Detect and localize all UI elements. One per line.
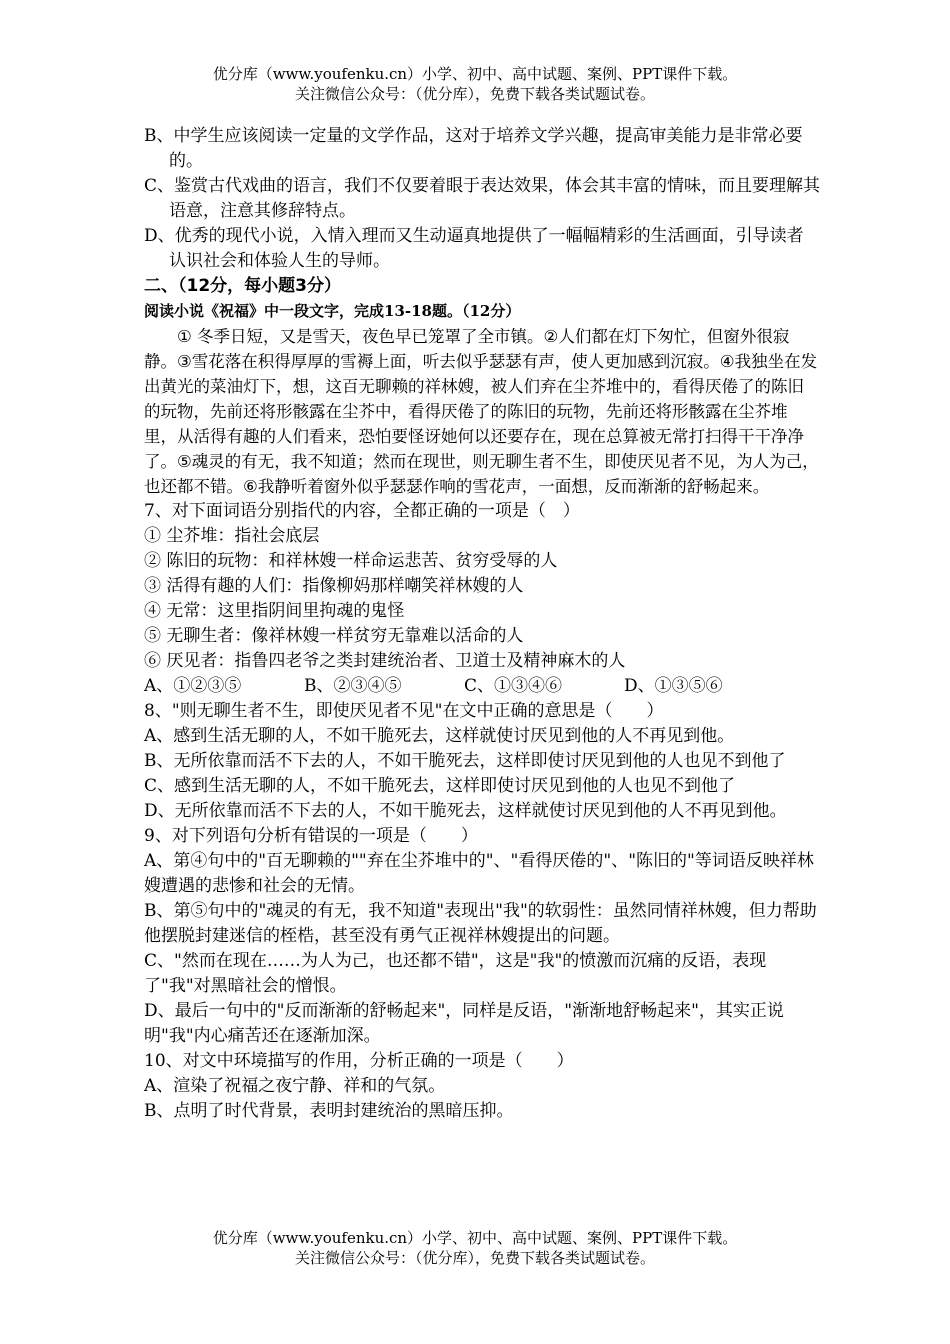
document-body bbox=[144, 124, 820, 1124]
q10-option-b: B、点明了时代背景，表明封建统治的黑暗压抑。 bbox=[144, 1101, 514, 1121]
reading-instruction: 阅读小说《祝福》中一段文字，完成13-18题。（12分） bbox=[144, 302, 521, 320]
question-10-stem: 10、对文中环境描写的作用，分析正确的一项是（ ） bbox=[144, 1051, 574, 1071]
q7-item: ⑤ 无聊生者：像祥林嫂一样贫穷无靠难以活命的人 bbox=[144, 626, 524, 646]
q7-choice-a: A、①②③⑤ bbox=[144, 676, 242, 696]
prev-option-d: D、优秀的现代小说，入情入理而又生动逼真地提供了一幅幅精彩的生活画面，引导读者认识社会和体验人生的导师。 bbox=[144, 226, 804, 271]
q7-choices bbox=[144, 674, 820, 699]
q7-item: ① 尘芥堆：指社会底层 bbox=[144, 526, 320, 546]
question-7-stem: 7、对下面词语分别指代的内容，全都正确的一项是（ ） bbox=[144, 501, 580, 521]
q8-option-d: D、无所依靠而活不下去的人，不如干脆死去，这样就使讨厌见到他的人不再见到他。 bbox=[144, 801, 787, 821]
header-line-2: 关注微信公众号：（优分库），免费下载各类试题试卷。 bbox=[294, 85, 655, 103]
q7-item: ④ 无常：这里指阴间里拘魂的鬼怪 bbox=[144, 601, 405, 621]
q9-option-c: C、"然而在现在……为人为己，也还都不错"，这是"我"的愤激而沉痛的反语，表现了"我"对黑暗社会的憎恨。 bbox=[144, 951, 767, 996]
prev-option-b: B、中学生应该阅读一定量的文学作品，这对于培养文学兴趣，提高审美能力是非常必要的。 bbox=[144, 126, 803, 171]
reading-passage: ① 冬季日短，又是雪天，夜色早已笼罩了全市镇。②人们都在灯下匆忙，但窗外很寂静。③雪花落在积得厚厚的雪褥上面，听去似乎瑟瑟有声，使人更加感到沉寂。④我独坐在发出黄光的菜油灯下，想，这百无聊赖的祥林嫂，被人们弃在尘芥堆中的，看得厌倦了的陈旧的玩物，先前还将形骸露在尘芥中，看得厌倦了的陈旧的玩物，先前还将形骸露在尘芥堆里，从活得有趣的人们看来，恐怕要怪讶她何以还要存在，现在总算被无常打扫得干干净净了。⑤魂灵的有无，我不知道；然而在现世，则无聊生者不生，即使厌见者不见，为人为己，也还都不错。⑥我静听着窗外似乎瑟瑟作响的雪花声，一面想，反而渐渐的舒畅起来。 bbox=[144, 327, 819, 496]
q9-option-a: A、第④句中的"百无聊赖的""弃在尘芥堆中的"、"看得厌倦的"、"陈旧的"等词语反映祥林嫂遭遇的悲惨和社会的无情。 bbox=[144, 851, 814, 896]
q8-option-b: B、无所依靠而活不下去的人，不如干脆死去，这样即使讨厌见到他的人也见不到他了 bbox=[144, 751, 786, 771]
q7-choice-b: B、②③④⑤ bbox=[304, 676, 402, 696]
prev-option-c: C、鉴赏古代戏曲的语言，我们不仅要着眼于表达效果，体会其丰富的情味，而且要理解其语意，注意其修辞特点。 bbox=[144, 176, 821, 221]
q7-choice-c: C、①③④⑥ bbox=[464, 676, 563, 696]
q10-option-a: A、渲染了祝福之夜宁静、祥和的气氛。 bbox=[144, 1076, 446, 1096]
q9-option-b: B、第⑤句中的"魂灵的有无，我不知道"表现出"我"的软弱性：虽然同情祥林嫂，但力帮助他摆脱封建迷信的桎梏，甚至没有勇气正视祥林嫂提出的问题。 bbox=[144, 901, 817, 946]
footer-line-1: 优分库（www.youfenku.cn）小学、初中、高中试题、案例、PPT课件下载。 bbox=[212, 1229, 738, 1247]
page-footer bbox=[0, 1228, 950, 1268]
q7-item: ② 陈旧的玩物：和祥林嫂一样命运悲苦、贫穷受辱的人 bbox=[144, 551, 558, 571]
footer-line-2: 关注微信公众号：（优分库），免费下载各类试题试卷。 bbox=[294, 1249, 655, 1267]
header-line-1: 优分库（www.youfenku.cn）小学、初中、高中试题、案例、PPT课件下载。 bbox=[212, 65, 738, 83]
q9-option-d: D、最后一句中的"反而渐渐的舒畅起来"，同样是反语，"渐渐地舒畅起来"，其实正说明"我"内心痛苦还在逐渐加深。 bbox=[144, 1001, 784, 1046]
page-header bbox=[0, 64, 950, 104]
question-8-stem: 8、"则无聊生者不生，即使厌见者不见"在文中正确的意思是（ ） bbox=[144, 701, 664, 721]
q7-item: ③ 活得有趣的人们：指像柳妈那样嘲笑祥林嫂的人 bbox=[144, 576, 524, 596]
q7-item: ⑥ 厌见者：指鲁四老爷之类封建统治者、卫道士及精神麻木的人 bbox=[144, 651, 626, 671]
question-9-stem: 9、对下列语句分析有错误的一项是（ ） bbox=[144, 826, 478, 846]
section-title: 二、（12分，每小题3分） bbox=[144, 276, 341, 296]
q8-option-a: A、感到生活无聊的人，不如干脆死去，这样就使讨厌见到他的人不再见到他。 bbox=[144, 726, 735, 746]
q8-option-c: C、感到生活无聊的人，不如干脆死去，这样即使讨厌见到他的人也见不到他了 bbox=[144, 776, 736, 796]
q7-choice-d: D、①③⑤⑥ bbox=[624, 676, 723, 696]
